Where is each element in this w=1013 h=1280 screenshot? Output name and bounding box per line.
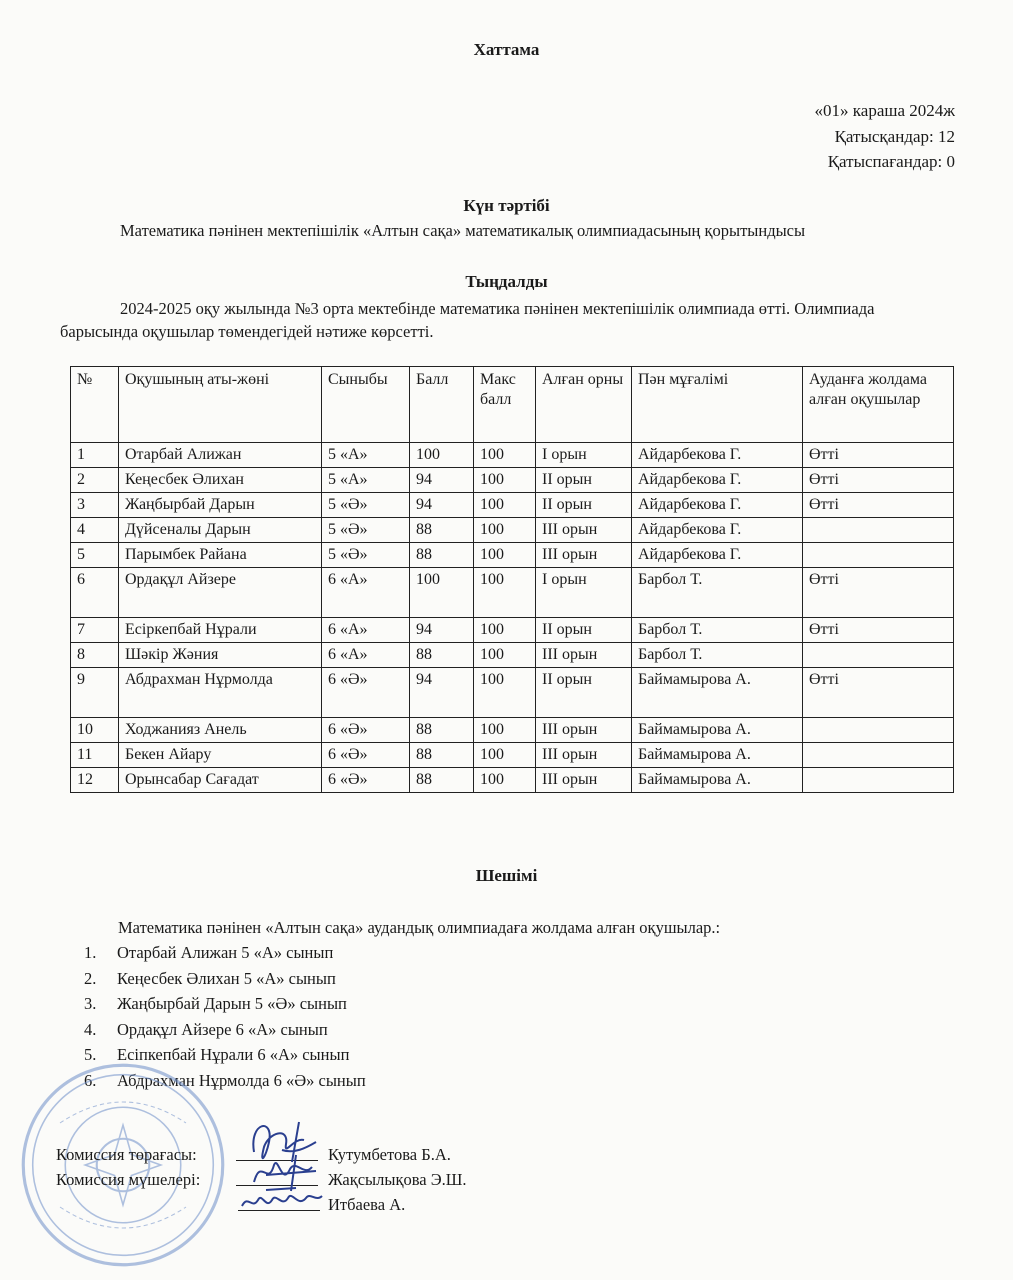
cell-max-score: 100 — [474, 543, 536, 568]
decision-heading: Шешімі — [475, 866, 538, 885]
cell-max-score: 100 — [474, 768, 536, 793]
cell-score: 88 — [410, 743, 474, 768]
cell-score: 100 — [410, 568, 474, 618]
cell-number: 1 — [71, 443, 119, 468]
cell-max-score: 100 — [474, 518, 536, 543]
chair-label: Комиссия төрағасы: — [56, 1145, 197, 1164]
cell-class: 6 «Ә» — [322, 743, 410, 768]
cell-number: 3 — [71, 493, 119, 518]
cell-max-score: 100 — [474, 468, 536, 493]
list-item-text: Кеңесбек Әлихан 5 «А» сынып — [117, 968, 336, 988]
cell-number: 5 — [71, 543, 119, 568]
cell-teacher: Айдарбекова Г. — [632, 468, 803, 493]
table-row — [71, 468, 954, 493]
cell-number: 11 — [71, 743, 119, 768]
list-item-number: 1. — [84, 943, 97, 962]
col-header-district-pass: Ауданға жолдама алған оқушылар — [803, 367, 954, 443]
cell-teacher: Барбол Т. — [632, 568, 803, 618]
cell-place: I орын — [536, 568, 632, 618]
cell-teacher: Айдарбекова Г. — [632, 518, 803, 543]
cell-teacher: Айдарбекова Г. — [632, 543, 803, 568]
table-row — [71, 493, 954, 518]
cell-teacher: Баймамырова А. — [632, 718, 803, 743]
cell-score: 94 — [410, 668, 474, 718]
cell-district-pass — [803, 718, 954, 743]
col-header-class: Сыныбы — [322, 367, 410, 443]
col-header-place: Алған орны — [536, 367, 632, 443]
col-header-student: Оқушының аты-жөні — [119, 367, 322, 443]
cell-student-name: Ордақұл Айзере — [119, 568, 322, 618]
cell-class: 5 «А» — [322, 443, 410, 468]
members-label: Комиссия мүшелері: — [56, 1170, 201, 1189]
absent-count: Қатыспағандар: 0 — [827, 152, 955, 171]
results-table — [70, 366, 954, 793]
cell-place: II орын — [536, 618, 632, 643]
cell-student-name: Жаңбырбай Дарын — [119, 493, 322, 518]
table-row — [71, 768, 954, 793]
cell-class: 6 «Ә» — [322, 718, 410, 743]
cell-max-score: 100 — [474, 718, 536, 743]
cell-max-score: 100 — [474, 568, 536, 618]
cell-teacher: Баймамырова А. — [632, 768, 803, 793]
cell-place: II орын — [536, 493, 632, 518]
list-item-number: 6. — [84, 1070, 97, 1090]
chair-name: Кутумбетова Б.А. — [328, 1145, 451, 1164]
heard-text: 2024-2025 оқу жылында №3 орта мектебінде математика пәнінен мектепішілік олимпиада өтті. Олимпиада барысында оқушылар төмендегідей нәтиже көрсетті. — [60, 299, 875, 341]
col-header-teacher: Пән мұғалімі — [632, 367, 803, 443]
cell-district-pass — [803, 743, 954, 768]
cell-number: 7 — [71, 618, 119, 643]
table-row — [71, 543, 954, 568]
table-row — [71, 668, 954, 718]
cell-max-score: 100 — [474, 668, 536, 718]
cell-score: 88 — [410, 643, 474, 668]
meeting-date: «01» караша 2024ж — [814, 101, 955, 120]
cell-score: 100 — [410, 443, 474, 468]
cell-district-pass: Өтті — [803, 568, 954, 618]
cell-score: 94 — [410, 493, 474, 518]
agenda-text: Математика пәнінен мектепішілік «Алтын сақа» математикалық олимпиадасының қорытындысы — [120, 221, 806, 240]
cell-number: 9 — [71, 668, 119, 718]
cell-place: III орын — [536, 543, 632, 568]
cell-district-pass — [803, 643, 954, 668]
cell-place: I орын — [536, 443, 632, 468]
list-item-text: Есіпкепбай Нұрали 6 «А» сынып — [117, 1045, 350, 1064]
list-item-text: Жаңбырбай Дарын 5 «Ә» сынып — [117, 994, 347, 1013]
list-item — [84, 991, 366, 1017]
col-header-number: № — [71, 367, 119, 443]
table-row — [71, 568, 954, 618]
cell-number: 4 — [71, 518, 119, 543]
cell-teacher: Айдарбекова Г. — [632, 443, 803, 468]
cell-place: III орын — [536, 768, 632, 793]
list-item-number: 4. — [84, 1019, 97, 1039]
cell-number: 2 — [71, 468, 119, 493]
list-item-number: 3. — [84, 994, 97, 1013]
table-row — [71, 718, 954, 743]
meeting-meta — [815, 98, 955, 175]
cell-district-pass: Өтті — [803, 618, 954, 643]
list-item-number: 2. — [84, 968, 97, 988]
cell-district-pass: Өтті — [803, 668, 954, 718]
cell-place: II орын — [536, 668, 632, 718]
document-title: Хаттама — [473, 40, 540, 59]
table-row — [71, 743, 954, 768]
agenda-heading: Күн тәртібі — [463, 196, 550, 215]
col-header-score: Балл — [410, 367, 474, 443]
list-item-text: Отарбай Алижан 5 «А» сынып — [117, 943, 334, 962]
cell-place: II орын — [536, 468, 632, 493]
cell-class: 5 «А» — [322, 468, 410, 493]
list-item — [84, 966, 366, 992]
cell-teacher: Барбол Т. — [632, 618, 803, 643]
cell-student-name: Отарбай Алижан — [119, 443, 322, 468]
cell-district-pass: Өтті — [803, 443, 954, 468]
list-item-number: 5. — [84, 1045, 97, 1064]
table-row — [71, 643, 954, 668]
cell-class: 5 «Ә» — [322, 493, 410, 518]
cell-teacher: Барбол Т. — [632, 643, 803, 668]
cell-district-pass: Өтті — [803, 468, 954, 493]
cell-place: III орын — [536, 643, 632, 668]
cell-max-score: 100 — [474, 643, 536, 668]
cell-score: 88 — [410, 718, 474, 743]
cell-max-score: 100 — [474, 493, 536, 518]
cell-number: 10 — [71, 718, 119, 743]
cell-place: III орын — [536, 718, 632, 743]
cell-score: 94 — [410, 618, 474, 643]
cell-number: 8 — [71, 643, 119, 668]
cell-max-score: 100 — [474, 443, 536, 468]
cell-student-name: Есіркепбай Нұрали — [119, 618, 322, 643]
decision-intro: Математика пәнінен «Алтын сақа» аудандық олимпиадаға жолдама алған оқушылар.: — [118, 918, 721, 937]
cell-max-score: 100 — [474, 743, 536, 768]
list-item-text: Абдрахман Нұрмолда 6 «Ә» сынып — [117, 1070, 366, 1090]
cell-class: 6 «Ә» — [322, 768, 410, 793]
cell-district-pass — [803, 768, 954, 793]
cell-class: 6 «А» — [322, 568, 410, 618]
member1-name: Жақсылықова Э.Ш. — [328, 1170, 467, 1189]
cell-student-name: Шәкір Жәния — [119, 643, 322, 668]
cell-teacher: Баймамырова А. — [632, 743, 803, 768]
cell-teacher: Айдарбекова Г. — [632, 493, 803, 518]
table-row — [71, 618, 954, 643]
table-header-row — [71, 367, 954, 443]
cell-student-name: Парымбек Райана — [119, 543, 322, 568]
present-count: Қатысқандар: 12 — [834, 126, 955, 146]
cell-class: 6 «А» — [322, 618, 410, 643]
cell-class: 6 «А» — [322, 643, 410, 668]
cell-place: III орын — [536, 518, 632, 543]
cell-number: 12 — [71, 768, 119, 793]
cell-student-name: Абдрахман Нұрмолда — [119, 668, 322, 718]
cell-class: 6 «Ә» — [322, 668, 410, 718]
list-item — [84, 1017, 366, 1043]
cell-teacher: Баймамырова А. — [632, 668, 803, 718]
cell-district-pass — [803, 543, 954, 568]
cell-student-name: Дүйсеналы Дарын — [119, 518, 322, 543]
list-item-text: Ордақұл Айзере 6 «А» сынып — [117, 1019, 328, 1039]
member2-signature — [236, 1180, 326, 1220]
member2-name: Итбаева А. — [328, 1195, 406, 1214]
cell-student-name: Бекен Айару — [119, 743, 322, 768]
cell-max-score: 100 — [474, 618, 536, 643]
cell-class: 5 «Ә» — [322, 518, 410, 543]
cell-number: 6 — [71, 568, 119, 618]
col-header-max-score: Макс балл — [474, 367, 536, 443]
cell-district-pass — [803, 518, 954, 543]
cell-student-name: Орынсабар Сағадат — [119, 768, 322, 793]
cell-score: 94 — [410, 468, 474, 493]
cell-score: 88 — [410, 768, 474, 793]
cell-student-name: Ходжанияз Анель — [119, 718, 322, 743]
cell-class: 5 «Ә» — [322, 543, 410, 568]
list-item — [84, 940, 366, 966]
heard-heading: Тыңдалды — [465, 272, 548, 291]
table-row — [71, 443, 954, 468]
cell-place: III орын — [536, 743, 632, 768]
cell-student-name: Кеңесбек Әлихан — [119, 468, 322, 493]
cell-district-pass: Өтті — [803, 493, 954, 518]
cell-score: 88 — [410, 543, 474, 568]
cell-score: 88 — [410, 518, 474, 543]
table-row — [71, 518, 954, 543]
